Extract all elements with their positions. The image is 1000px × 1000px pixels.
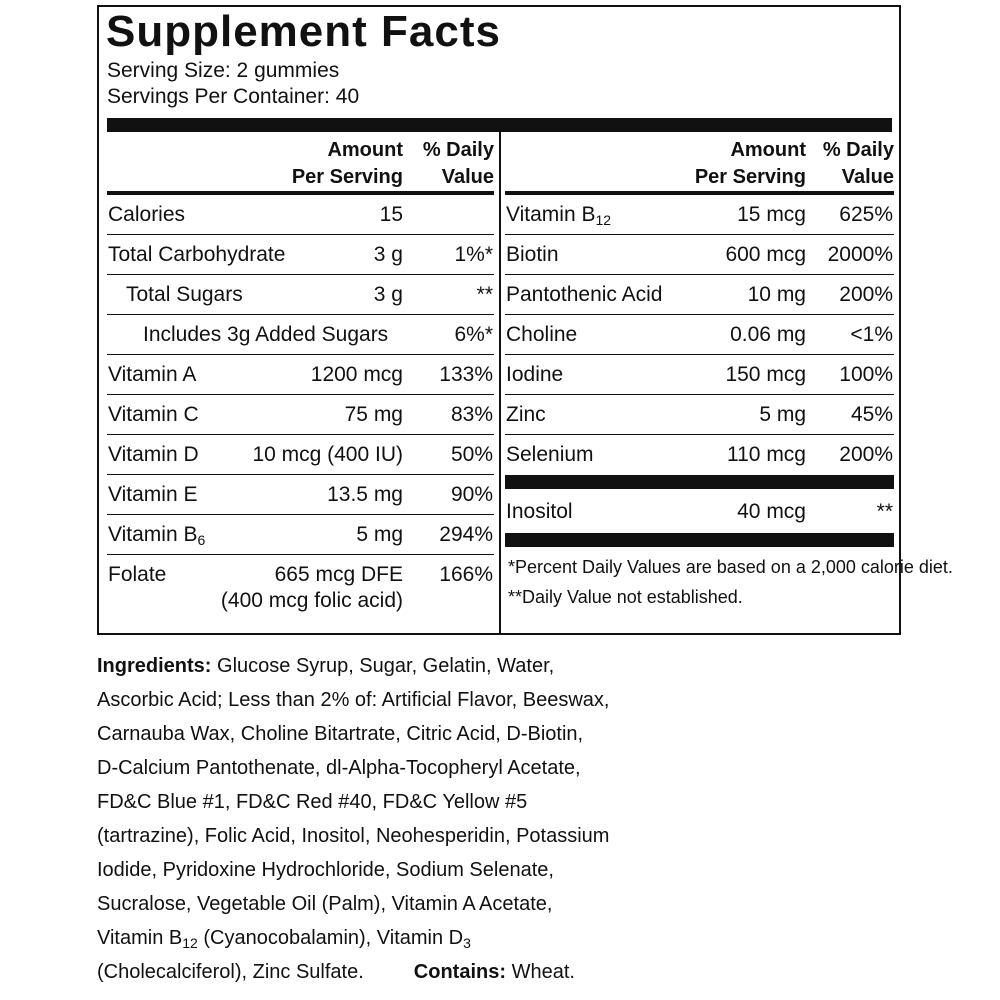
nutrient-amount: 75 mg bbox=[344, 403, 403, 426]
nutrient-amount: 0.06 mg bbox=[730, 323, 806, 346]
dv-header-line2: Value bbox=[441, 166, 494, 188]
nutrient-name: Vitamin D bbox=[108, 443, 199, 466]
nutrient-daily-value: 6%* bbox=[454, 323, 493, 346]
left-column-header bbox=[107, 131, 494, 195]
nutrient-amount: 5 mg bbox=[356, 523, 403, 546]
daily-value-header bbox=[423, 137, 494, 191]
nutrient-amount: 5 mg bbox=[759, 403, 806, 426]
nutrient-daily-value: ** bbox=[876, 500, 893, 523]
nutrient-amount: 10 mg bbox=[747, 283, 806, 306]
nutrient-row-pantothenic-acid bbox=[505, 275, 894, 315]
nutrient-name: Iodine bbox=[506, 363, 564, 386]
nutrient-amount: 150 mcg bbox=[725, 363, 806, 386]
daily-value-header bbox=[823, 137, 894, 191]
nutrient-daily-value: ** bbox=[476, 283, 493, 306]
ingredients-label: Ingredients: bbox=[97, 655, 212, 677]
nutrient-name: Vitamin C bbox=[108, 403, 199, 426]
nutrient-row-vitamin-e bbox=[107, 475, 494, 515]
nutrient-name: Total Sugars bbox=[126, 283, 243, 306]
nutrient-daily-value: 2000% bbox=[827, 243, 893, 266]
amount-header bbox=[695, 137, 806, 191]
nutrient-amount: 3 g bbox=[373, 243, 403, 266]
ingredients-line: Ascorbic Acid; Less than 2% of: Artificial Flavor, Beeswax, bbox=[97, 689, 610, 711]
nutrient-name: Inositol bbox=[506, 500, 573, 523]
nutrient-daily-value: 45% bbox=[850, 403, 893, 426]
supplement-facts-panel bbox=[97, 5, 953, 635]
nutrient-amount: 10 mcg (400 IU) bbox=[252, 443, 403, 466]
ingredients-line bbox=[97, 955, 575, 989]
nutrient-row-choline bbox=[505, 315, 894, 355]
nutrient-daily-value: 200% bbox=[839, 283, 893, 306]
nutrient-row-zinc bbox=[505, 395, 894, 435]
ingredients-block bbox=[97, 649, 610, 989]
nutrient-name: Zinc bbox=[506, 403, 546, 426]
ingredients-text: Glucose Syrup, Sugar, Gelatin, Water, bbox=[217, 655, 555, 677]
nutrient-name bbox=[108, 522, 205, 548]
serving-info bbox=[107, 58, 359, 110]
nutrient-amount: 1200 mcg bbox=[310, 363, 403, 386]
servings-per-container: Servings Per Container: 40 bbox=[107, 85, 360, 108]
nutrient-amount: 15 mcg bbox=[737, 203, 806, 226]
nutrient-name: Folate bbox=[108, 563, 167, 586]
nutrient-daily-value: 50% bbox=[450, 443, 493, 466]
nutrient-daily-value: 625% bbox=[839, 203, 893, 226]
serving-size: Serving Size: 2 gummies bbox=[107, 59, 340, 82]
nutrient-amount: 40 mcg bbox=[737, 500, 806, 523]
dv-header-line1: % Daily bbox=[422, 139, 494, 161]
ingredients-line: FD&C Blue #1, FD&C Red #40, FD&C Yellow #5 bbox=[97, 791, 528, 813]
footnote-daily-values: *Percent Daily Values are based on a 2,000 calorie diet. bbox=[508, 557, 953, 577]
folate-amount-line2: (400 mcg folic acid) bbox=[220, 589, 403, 612]
nutrient-row-vitamin-c bbox=[107, 395, 494, 435]
footnote-not-established: **Daily Value not established. bbox=[508, 587, 743, 607]
nutrient-row-selenium bbox=[505, 435, 894, 475]
ingredients-line bbox=[97, 649, 555, 683]
left-column bbox=[107, 131, 494, 615]
nutrient-daily-value: 166% bbox=[439, 563, 493, 586]
nutrient-daily-value: 294% bbox=[439, 523, 493, 546]
nutrient-name-subscript: 6 bbox=[197, 532, 206, 548]
nutrient-name: Biotin bbox=[506, 243, 559, 266]
nutrient-daily-value: 90% bbox=[450, 483, 493, 506]
ingredients-line: (tartrazine), Folic Acid, Inositol, Neohesperidin, Potassium bbox=[97, 825, 610, 847]
ingredients-line: D-Calcium Pantothenate, dl-Alpha-Tocopheryl Acetate, bbox=[97, 757, 581, 779]
nutrient-daily-value: 100% bbox=[839, 363, 893, 386]
nutrient-row-vitamin-b6 bbox=[107, 515, 494, 555]
ingredients-line: Iodide, Pyridoxine Hydrochloride, Sodium Selenate, bbox=[97, 859, 554, 881]
nutrient-name-text: Vitamin B bbox=[506, 203, 596, 226]
nutrient-amount: 600 mcg bbox=[725, 243, 806, 266]
nutrient-row-vitamin-a bbox=[107, 355, 494, 395]
amount-header-line1: Amount bbox=[327, 139, 403, 161]
contains-label: Contains: bbox=[413, 961, 507, 983]
nutrient-daily-value: 1%* bbox=[454, 243, 493, 266]
nutrient-name: Choline bbox=[506, 323, 578, 346]
panel-title: Supplement Facts bbox=[106, 7, 501, 56]
ingredients-text: Vitamin B bbox=[97, 927, 183, 949]
footnotes bbox=[505, 547, 953, 612]
nutrient-row-total-carbohydrate bbox=[107, 235, 494, 275]
thick-rule bbox=[505, 475, 894, 489]
nutrient-name-subscript: 12 bbox=[595, 212, 612, 228]
nutrient-row-vitamin-b12 bbox=[505, 195, 894, 235]
ingredients-text: (Cyanocobalamin), Vitamin D bbox=[197, 927, 464, 949]
nutrient-name: Selenium bbox=[506, 443, 594, 466]
nutrient-name: Vitamin E bbox=[108, 483, 198, 506]
nutrient-daily-value: 133% bbox=[439, 363, 493, 386]
nutrient-row-added-sugars bbox=[107, 315, 494, 355]
nutrient-name: Pantothenic Acid bbox=[506, 283, 663, 306]
dv-header-line2: Value bbox=[841, 166, 894, 188]
nutrient-amount bbox=[221, 562, 403, 614]
nutrient-row-inositol bbox=[505, 489, 894, 533]
nutrient-name: Vitamin A bbox=[108, 363, 197, 386]
nutrient-name-text: Vitamin B bbox=[108, 523, 198, 546]
column-divider bbox=[499, 131, 501, 633]
nutrient-daily-value: <1% bbox=[850, 323, 893, 346]
nutrient-row-vitamin-d bbox=[107, 435, 494, 475]
right-column-header bbox=[505, 131, 894, 195]
nutrient-amount: 15 bbox=[379, 203, 403, 226]
top-thick-rule bbox=[107, 118, 892, 132]
ingredients-subscript: 3 bbox=[463, 935, 471, 951]
nutrient-name bbox=[506, 202, 611, 228]
ingredients-line: Carnauba Wax, Choline Bitartrate, Citric Acid, D-Biotin, bbox=[97, 723, 584, 745]
ingredients-line bbox=[97, 921, 552, 955]
nutrient-amount: 110 mcg bbox=[727, 443, 806, 466]
nutrient-daily-value: 200% bbox=[839, 443, 893, 466]
amount-header-line2: Per Serving bbox=[291, 166, 403, 188]
nutrient-name: Calories bbox=[108, 203, 186, 226]
ingredients-subscript: 12 bbox=[182, 935, 198, 951]
nutrient-row-iodine bbox=[505, 355, 894, 395]
nutrient-name: Includes 3g Added Sugars bbox=[143, 323, 389, 346]
amount-header-line2: Per Serving bbox=[694, 166, 806, 188]
nutrient-row-folate bbox=[107, 555, 494, 615]
dv-header-line1: % Daily bbox=[822, 139, 894, 161]
right-column bbox=[505, 131, 953, 612]
nutrient-row-biotin bbox=[505, 235, 894, 275]
nutrient-row-total-sugars bbox=[107, 275, 494, 315]
nutrient-daily-value: 83% bbox=[450, 403, 493, 426]
nutrient-name: Total Carbohydrate bbox=[108, 243, 286, 266]
amount-header bbox=[292, 137, 403, 191]
ingredients-line: Sucralose, Vegetable Oil (Palm), Vitamin A Acetate, bbox=[97, 893, 553, 915]
thick-rule bbox=[505, 533, 894, 547]
folate-amount-line1: 665 mcg DFE bbox=[274, 563, 403, 586]
amount-header-line1: Amount bbox=[730, 139, 806, 161]
nutrient-amount: 13.5 mg bbox=[327, 483, 403, 506]
nutrient-amount: 3 g bbox=[373, 283, 403, 306]
contains-value: Wheat. bbox=[511, 961, 575, 983]
nutrient-row-calories bbox=[107, 195, 494, 235]
ingredients-text: (Cholecalciferol), Zinc Sulfate. bbox=[97, 961, 364, 983]
